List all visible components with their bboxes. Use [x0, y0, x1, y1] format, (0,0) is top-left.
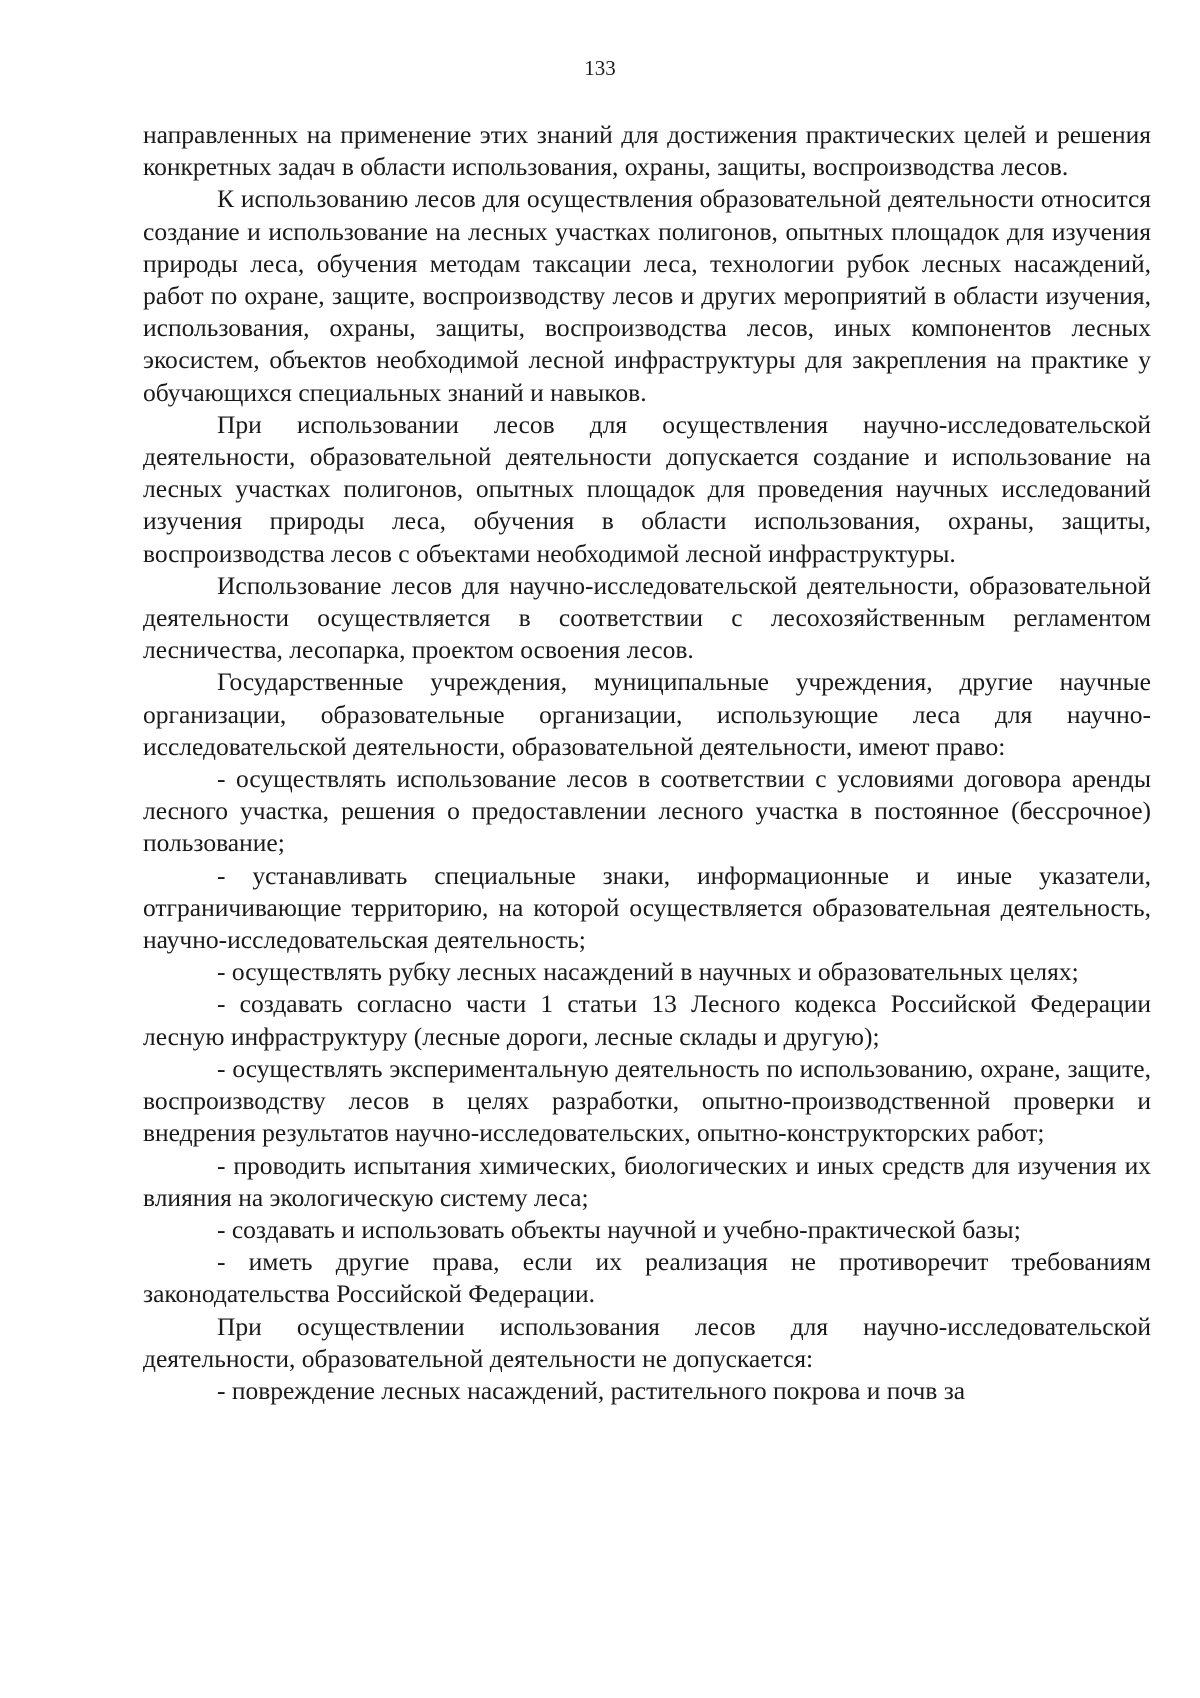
list-item: - создавать согласно части 1 статьи 13 Лесного кодекса Российской Федерации лесную инфраструктуру (лесные дороги, лесные склады и другую); — [143, 989, 1151, 1051]
paragraph-research-use: При использовании лесов для осуществления научно-исследовательской деятельности, образовательной деятельности допускается создание и использование на лесных участках полигонов, опытных площадок для проведения научных исследований изучения природы леса, обучения в области использования, охраны, защиты, воспроизводства лесов с объектами необходимой лесной инфраструктуры. — [143, 409, 1151, 568]
paragraph-education-use: К использованию лесов для осуществления образовательной деятельности относится создание и использование на лесных участках полигонов, опытных площадок для изучения природы леса, обучения методам таксации леса, технологии рубок лесных насаждений, работ по охране, защите, воспроизводству лесов и других мероприятий в области изучения, использования, охраны, защиты, воспроизводства лесов, иных компонентов лесных экосистем, объектов необходимой лесной инфраструктуры для закрепления на практике у обучающихся специальных знаний и навыков. — [143, 184, 1151, 407]
document-body — [143, 119, 1151, 1407]
list-item: - осуществлять использование лесов в соответствии с условиями договора аренды лесного участка, решения о предоставлении лесного участка в постоянное (бессрочное) пользование; — [143, 764, 1151, 858]
list-item: - создавать и использовать объекты научной и учебно-практической базы; — [217, 1214, 1021, 1244]
list-item: - иметь другие права, если их реализация не противоречит требованиям законодательства Российской Федерации. — [143, 1247, 1151, 1309]
paragraph-continuation: направленных на применение этих знаний для достижения практических целей и решения конкретных задач в области использования, охраны, защиты, воспроизводства лесов. — [143, 120, 1151, 182]
list-item: - осуществлять рубку лесных насаждений в научных и образовательных целях; — [217, 957, 1079, 987]
page-number: 133 — [584, 56, 616, 80]
list-item: - устанавливать специальные знаки, информационные и иные указатели, отграничивающие территорию, на которой осуществляется образовательная деятельность, научно-исследовательская деятельность; — [143, 860, 1151, 955]
list-item: - повреждение лесных насаждений, растительного покрова и почв за — [217, 1375, 966, 1405]
paragraph-regulation: Использование лесов для научно-исследовательской деятельности, образовательной деятельности осуществляется в соответствии с лесохозяйственным регламентом лесничества, лесопарка, проектом освоения лесов. — [143, 570, 1151, 665]
paragraph-prohibitions-intro: При осуществлении использования лесов для научно-исследовательской деятельности, образовательной деятельности не допускается: — [143, 1311, 1151, 1373]
list-item: - осуществлять экспериментальную деятельность по использованию, охране, защите, воспроизводству лесов в целях разработки, опытно-производственной проверки и внедрения результатов научно-исследовательских, опытно-конструкторских работ; — [143, 1053, 1151, 1148]
list-item: - проводить испытания химических, биологических и иных средств для изучения их влияния на экологическую систему леса; — [143, 1150, 1151, 1212]
paragraph-rights-intro: Государственные учреждения, муниципальные учреждения, другие научные организации, образовательные организации, использующие леса для научно-исследовательской деятельности, образовательной деятельности, имеют право: — [143, 667, 1151, 761]
